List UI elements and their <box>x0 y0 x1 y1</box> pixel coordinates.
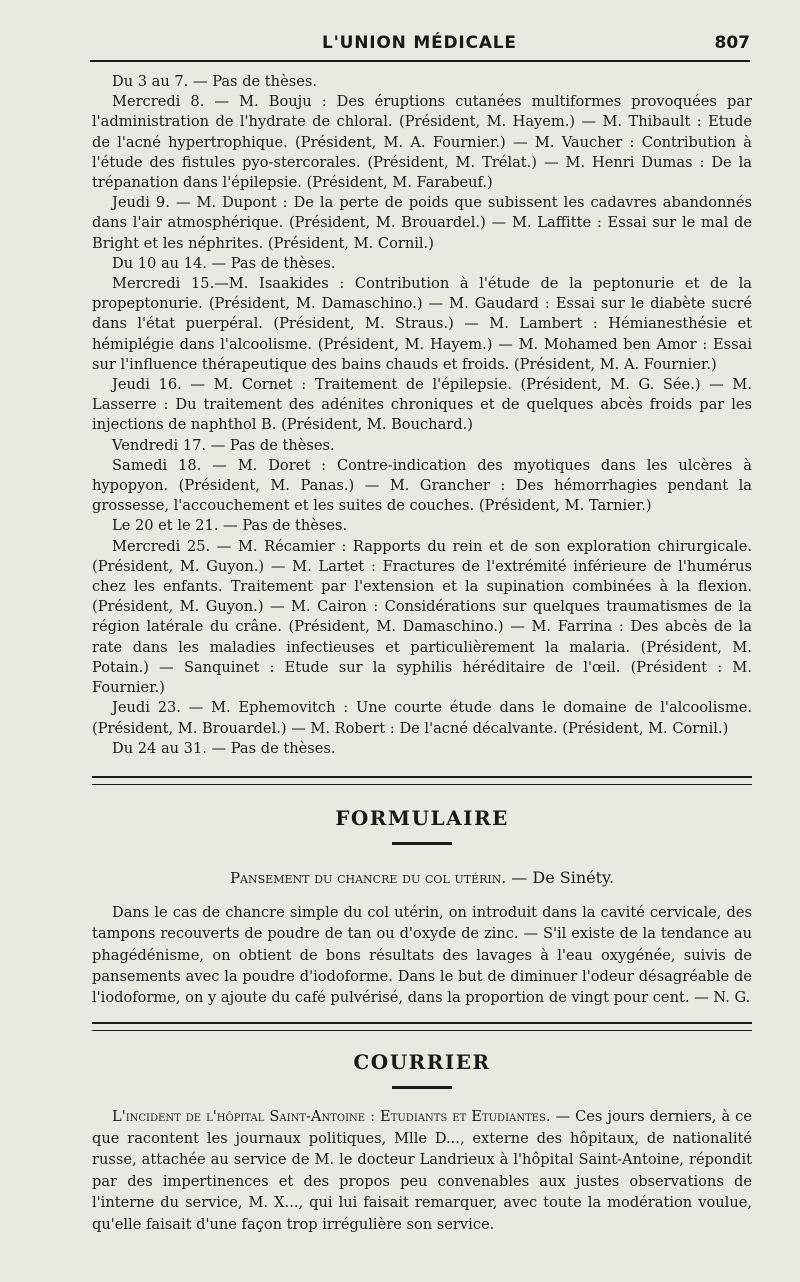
theses-list <box>92 72 752 759</box>
section-divider <box>92 1022 752 1031</box>
courrier-heading: COURRIER <box>353 1050 491 1074</box>
theses-entry: Mercredi 8. — M. Bouju : Des éruptions cutanées multiformes provoquées par l'administration de l'hydrate de chloral. (Président, M. Hayem.) — M. Thibault : Etude de l'acné hypertrophique. (Président, M. A. Fournier.) — M. Vaucher : Contribution à l'étude des fistules pyo-stercorales. (Président, M. Trélat.) — M. Henri Dumas : De la trépanation dans l'épilepsie. (Président, M. Farabeuf.) <box>92 93 752 192</box>
courrier-lead: L'incident de l'hôpital Saint-Antoine : Etudiants et Etudiantes. <box>112 1108 551 1125</box>
heading-ornament <box>392 842 452 845</box>
courrier-text: — Ces jours derniers, à ce que racontent les journaux politiques, Mlle D..., externe des hôpitaux, de nationalité russe, attachée au service de M. le docteur Landrieux à l'hôpital Saint-Antoine, répondit par des impertinences et des propos peu convenables aux justes observations de l'interne du service, M. X..., qui lui faisait remarquer, avec toute la modération voulue, qu'elle faisait d'une façon trop irrégulière son service. <box>92 1108 752 1233</box>
theses-entry: Le 20 et le 21. — Pas de thèses. <box>112 517 348 535</box>
theses-entry: Jeudi 23. — M. Ephemovitch : Une courte étude dans le domaine de l'alcoolisme. (Président, M. Brouardel.) — M. Robert : De l'acné décalvante. (Président, M. Cornil.) <box>92 699 752 737</box>
theses-entry: Jeudi 9. — M. Dupont : De la perte de poids que subissent les cadavres abandonnés dans l'air atmosphérique. (Président, M. Brouardel.) — M. Laffitte : Essai sur le mal de Bright et les néphrites. (Président, M. Cornil.) <box>92 194 752 252</box>
running-head <box>90 28 750 62</box>
theses-entry: Du 10 au 14. — Pas de thèses. <box>112 254 336 272</box>
formula-author: — De Sinéty. <box>506 868 615 887</box>
header-rule <box>90 60 750 62</box>
section-divider <box>92 776 752 785</box>
journal-title: L'UNION MÉDICALE <box>322 33 517 53</box>
courrier-body <box>92 1106 752 1235</box>
theses-entry: Vendredi 17. — Pas de thèses. <box>112 436 335 454</box>
formula-title <box>92 868 752 887</box>
theses-entry: Jeudi 16. — M. Cornet : Traitement de l'épilepsie. (Président, M. G. Sée.) — M. Lasserre : Du traitement des adénites chroniques et de quelques abcès froids par les injections de naphthol B. (Président, M. Bouchard.) <box>92 376 752 434</box>
theses-entry: Du 3 au 7. — Pas de thèses. <box>112 73 317 90</box>
formulaire-heading: FORMULAIRE <box>335 806 509 830</box>
theses-entry: Samedi 18. — M. Doret : Contre-indication des myotiques dans les ulcères à hypopyon. (Président, M. Panas.) — M. Grancher : Des hémorrhagies pendant la grossesse, l'accouchement et les suites de couches. (Président, M. Tarnier.) <box>92 456 752 515</box>
theses-entry: Mercredi 25. — M. Récamier : Rapports du rein et de son exploration chirurgicale. (Président, M. Guyon.) — M. Lartet : Fractures de l'extrémité inférieure de l'humérus chez les enfants. Traitement par l'extension et la supination combinées à la flexion. (Président, M. Guyon.) — M. Cairon : Considérations sur quelques traumatismes de la région latérale du crâne. (Président, M. Damaschino.) — M. Farrina : Des abcès de la rate dans les maladies infectieuses et particulièrement la malaria. (Président, M. Potain.) — Sanquinet : Etude sur la syphilis héréditaire de l'œil. (Président : M. Fournier.) <box>92 537 752 697</box>
heading-ornament <box>392 1086 452 1089</box>
formula-body: Dans le cas de chancre simple du col utérin, on introduit dans la cavité cervicale, des tampons recouverts de poudre de tan ou d'oxyde de zinc. — S'il existe de la tendance au phagédénisme, on obtient de bons résultats des lavages à l'eau oxygénée, suivis de pansements avec la poudre d'iodoforme. Dans le but de diminuer l'odeur désagréable de l'iodoforme, on y ajoute du café pulvérisé, dans la proportion de vingt pour cent. — N. G. <box>92 904 752 1007</box>
formula-title-main: Pansement du chancre du col utérin. <box>229 869 507 887</box>
page-number: 807 <box>714 33 750 53</box>
theses-entry: Mercredi 15.—M. Isaakides : Contribution à l'étude de la peptonurie et de la propeptonurie. (Président, M. Damaschino.) — M. Gaudard : Essai sur le diabète sucré dans l'état puerpéral. (Président, M. Straus.) — M. Lambert : Hémianesthésie et hémiplégie dans l'alcoolisme. (Président, M. Hayem.) — M. Mohamed ben Amor : Essai sur l'influence thérapeutique des bains chauds et froids. (Président, M. A. Fournier.) <box>92 275 752 373</box>
theses-entry: Du 24 au 31. — Pas de thèses. <box>112 739 336 757</box>
